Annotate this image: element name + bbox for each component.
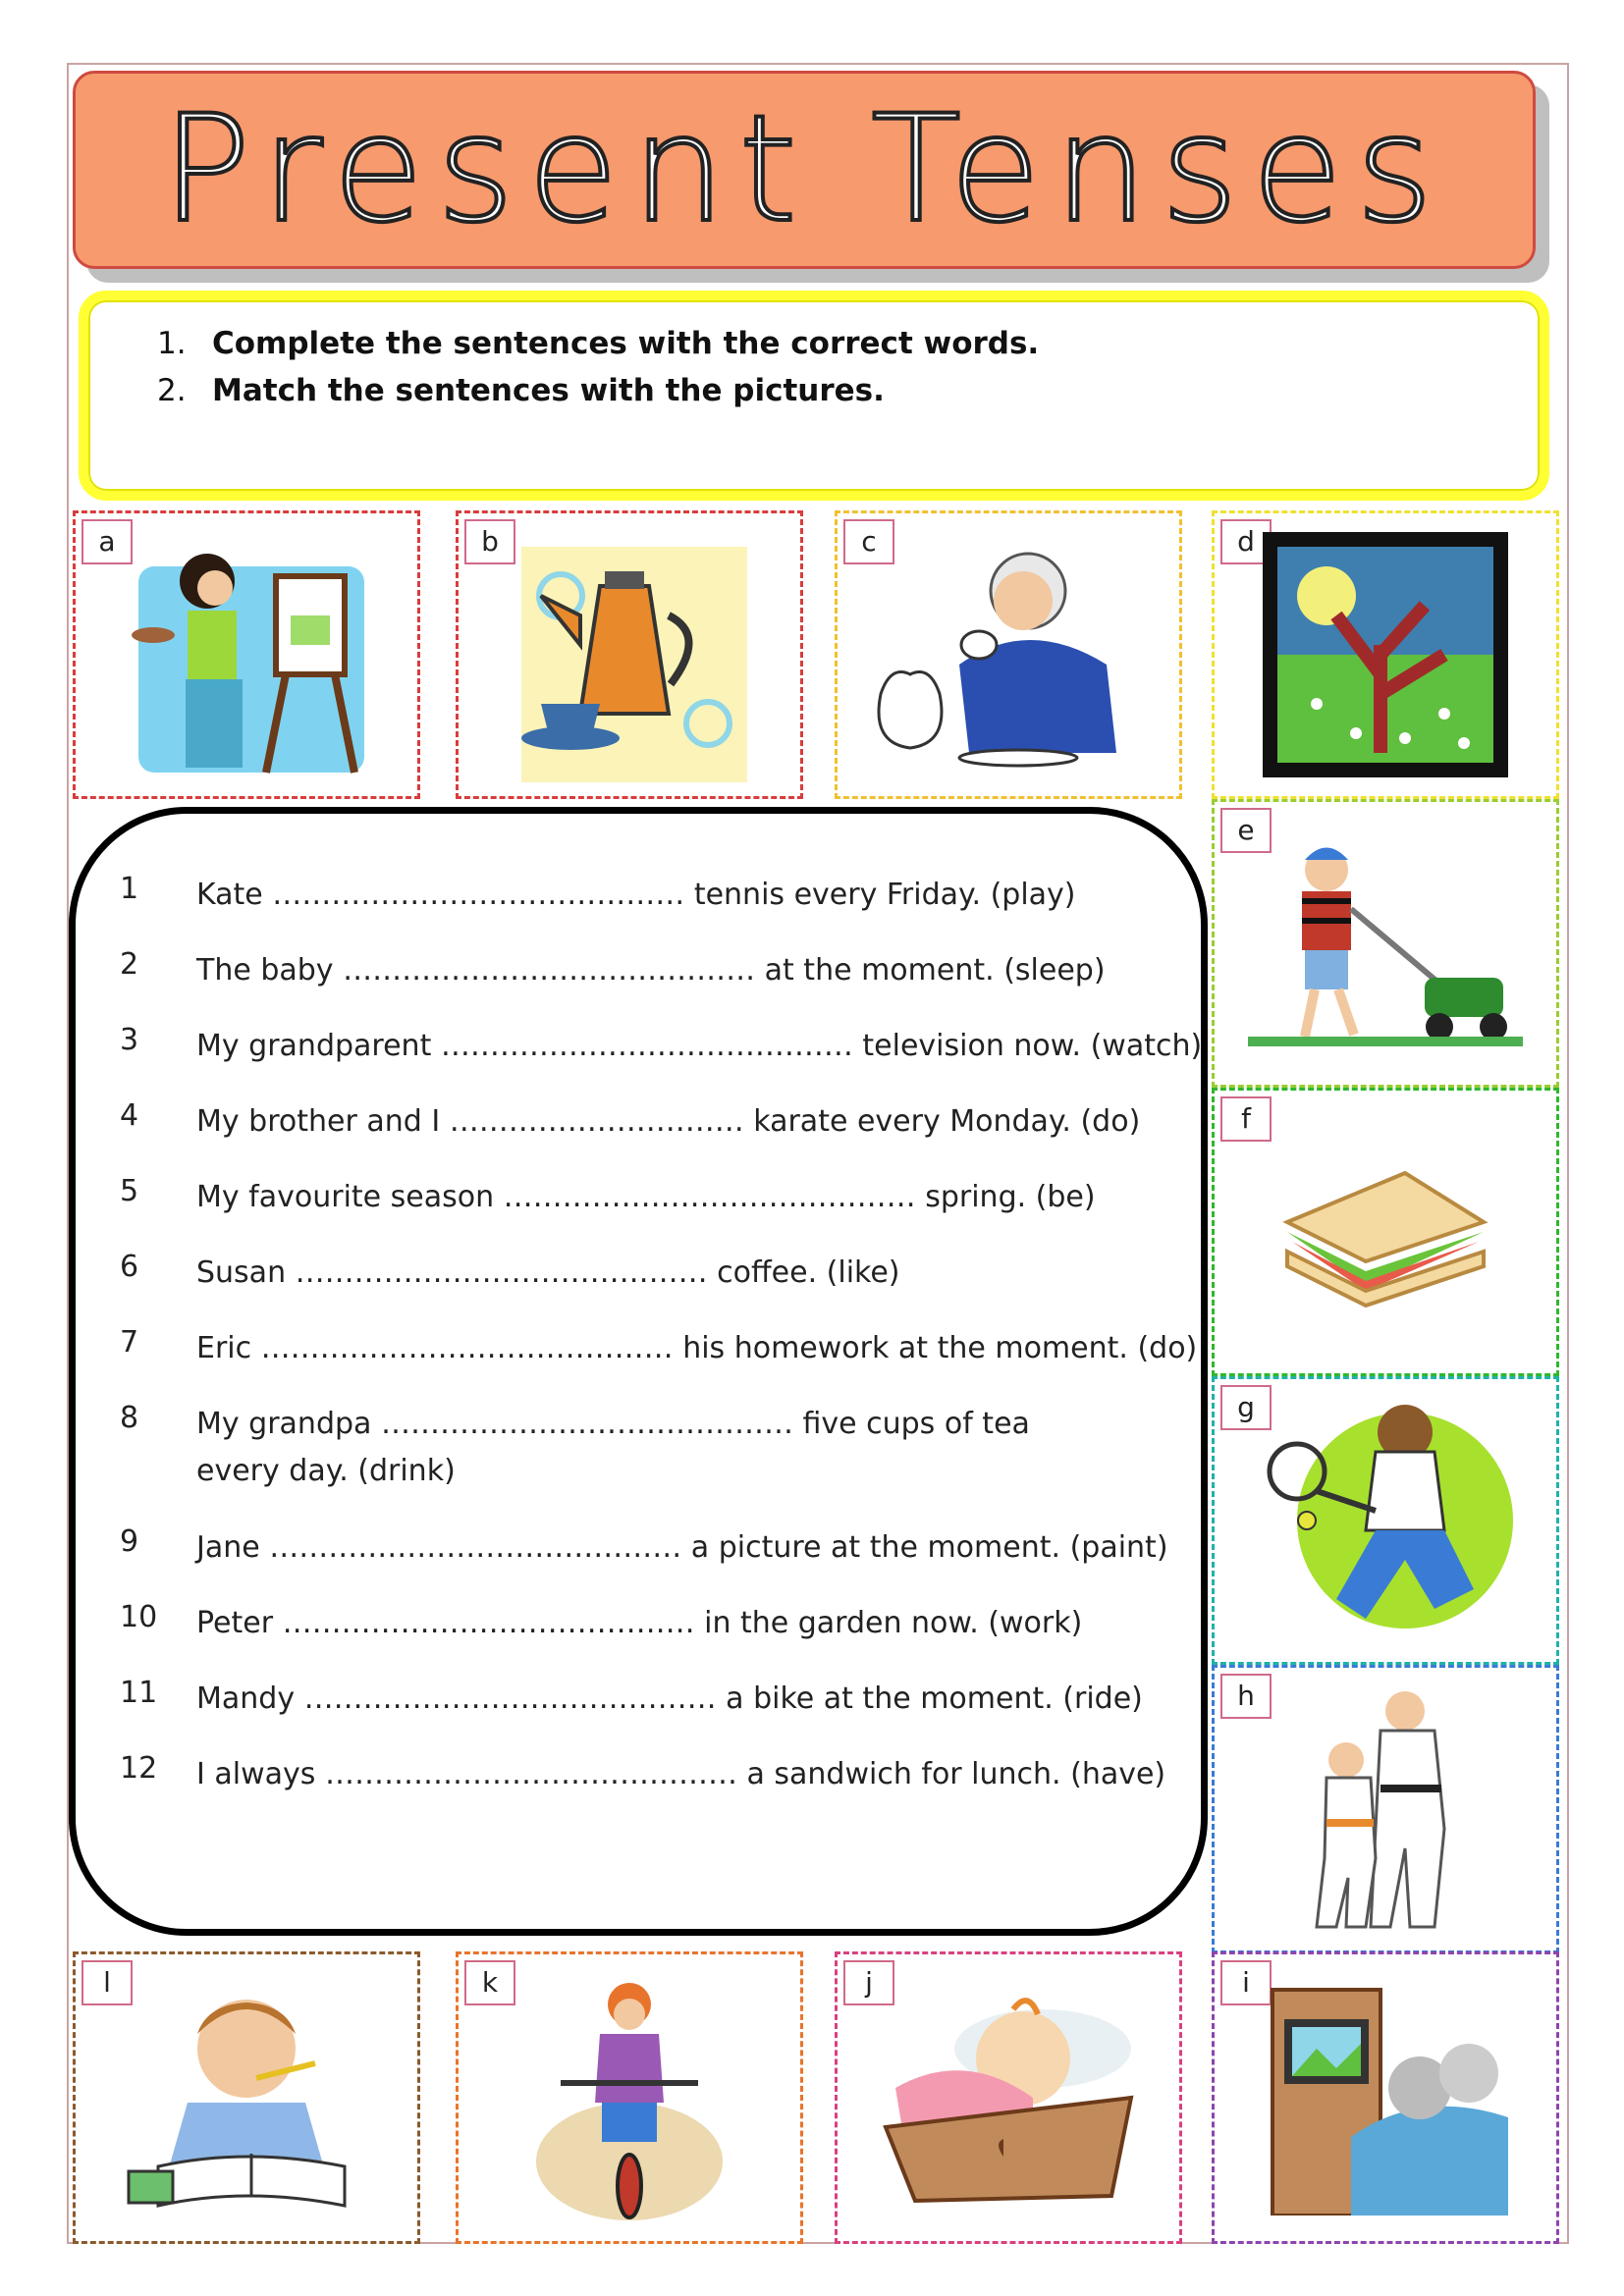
sentence-item — [120, 872, 1202, 947]
picture-card-l[interactable] — [73, 1951, 420, 2244]
picture-letter: g — [1220, 1385, 1272, 1430]
mowing-lawn-icon — [1238, 830, 1533, 1056]
title-banner — [73, 71, 1536, 269]
sentence-number: 7 — [120, 1325, 139, 1360]
sentence-text[interactable]: Susan …………………………………… coffee. (like) — [196, 1255, 900, 1290]
sentence-number: 3 — [120, 1023, 139, 1057]
picture-letter: f — [1220, 1096, 1272, 1142]
picture-letter: h — [1220, 1674, 1272, 1719]
page-title: Present Tenses — [161, 84, 1447, 255]
picture-letter: e — [1220, 808, 1272, 853]
tennis-player-icon — [1238, 1393, 1533, 1648]
sentence-number: 10 — [120, 1600, 158, 1634]
picture-card-j[interactable] — [835, 1951, 1182, 2244]
instruction-item — [157, 367, 1039, 414]
sentence-text[interactable]: Jane …………………………………… a picture at the moment. (paint) — [196, 1530, 1168, 1565]
sentence-number: 6 — [120, 1250, 139, 1284]
instruction-text: Match the sentences with the pictures. — [212, 373, 885, 408]
sentence-item — [120, 1751, 1202, 1827]
man-drinking-tea-icon — [861, 537, 1156, 773]
sentence-number: 4 — [120, 1098, 139, 1133]
sentence-item — [120, 1524, 1202, 1600]
sentences-list — [120, 872, 1203, 1827]
sentence-text[interactable]: Kate …………………………………… tennis every Friday. (play) — [196, 878, 1076, 912]
picture-card-h[interactable] — [1212, 1665, 1559, 1953]
sentence-number: 5 — [120, 1174, 139, 1208]
sentence-number: 12 — [120, 1751, 158, 1786]
picture-card-d[interactable] — [1212, 510, 1559, 799]
picture-letter: c — [843, 519, 894, 564]
instructions-list — [157, 320, 1039, 414]
picture-letter: b — [464, 519, 515, 564]
coffee-pot-icon — [502, 527, 757, 782]
sentence-text[interactable]: The baby …………………………………… at the moment. (sleep) — [196, 953, 1106, 988]
sentence-text[interactable]: I always …………………………………… a sandwich for lunch. (have) — [196, 1757, 1166, 1791]
instruction-number: 2. — [157, 373, 187, 408]
sentence-number: 2 — [120, 947, 139, 982]
sleeping-baby-icon — [866, 1990, 1151, 2206]
sentence-text[interactable]: Peter …………………………………… in the garden now. (work) — [196, 1606, 1083, 1640]
sandwich-icon — [1268, 1153, 1503, 1310]
sentence-item — [120, 1401, 1100, 1524]
boy-doing-homework-icon — [119, 1975, 374, 2220]
spring-tree-icon — [1258, 527, 1513, 782]
sentence-number: 11 — [120, 1676, 158, 1710]
picture-letter: l — [81, 1960, 133, 2005]
picture-letter: k — [464, 1960, 515, 2005]
sentence-text[interactable]: My favourite season …………………………………… spring. (be) — [196, 1180, 1096, 1214]
sentence-number: 1 — [120, 872, 139, 906]
instruction-item — [157, 320, 1039, 367]
sentence-text[interactable]: Eric …………………………………… his homework at the moment. (do) — [196, 1331, 1198, 1365]
picture-letter: d — [1220, 519, 1272, 564]
sentence-item — [120, 1174, 1202, 1250]
karate-icon — [1287, 1682, 1484, 1937]
sentence-item — [120, 947, 1202, 1023]
sentence-text[interactable]: Mandy …………………………………… a bike at the moment. (ride) — [196, 1682, 1143, 1716]
picture-card-a[interactable] — [73, 510, 420, 799]
picture-card-e[interactable] — [1212, 799, 1559, 1088]
sentence-item — [120, 1098, 1202, 1174]
picture-card-i[interactable] — [1212, 1951, 1559, 2244]
bike-rider-icon — [531, 1975, 728, 2220]
picture-letter: i — [1220, 1960, 1272, 2005]
sentence-item — [120, 1023, 1203, 1098]
sentence-item — [120, 1676, 1202, 1751]
painter-icon — [109, 527, 384, 782]
picture-letter: j — [843, 1960, 894, 2005]
sentence-text[interactable]: My grandpa …………………………………… five cups of tea every day. (drink) — [196, 1407, 1030, 1488]
picture-card-c[interactable] — [835, 510, 1182, 799]
sentence-number: 9 — [120, 1524, 139, 1559]
couple-watching-tv-icon — [1253, 1980, 1518, 2216]
picture-card-k[interactable] — [456, 1951, 803, 2244]
sentence-item — [120, 1600, 1202, 1676]
sentence-number: 8 — [120, 1401, 139, 1435]
picture-card-f[interactable] — [1212, 1088, 1559, 1376]
sentence-item — [120, 1250, 1202, 1325]
sentence-text[interactable]: My grandparent …………………………………… television now. (watch) — [196, 1029, 1203, 1063]
instruction-text: Complete the sentences with the correct words. — [212, 326, 1040, 361]
sentence-item — [120, 1325, 1202, 1401]
picture-letter: a — [81, 519, 133, 564]
instruction-number: 1. — [157, 326, 187, 361]
sentence-text[interactable]: My brother and I ………………………… karate every Monday. (do) — [196, 1104, 1141, 1139]
picture-card-g[interactable] — [1212, 1376, 1559, 1665]
picture-card-b[interactable] — [456, 510, 803, 799]
